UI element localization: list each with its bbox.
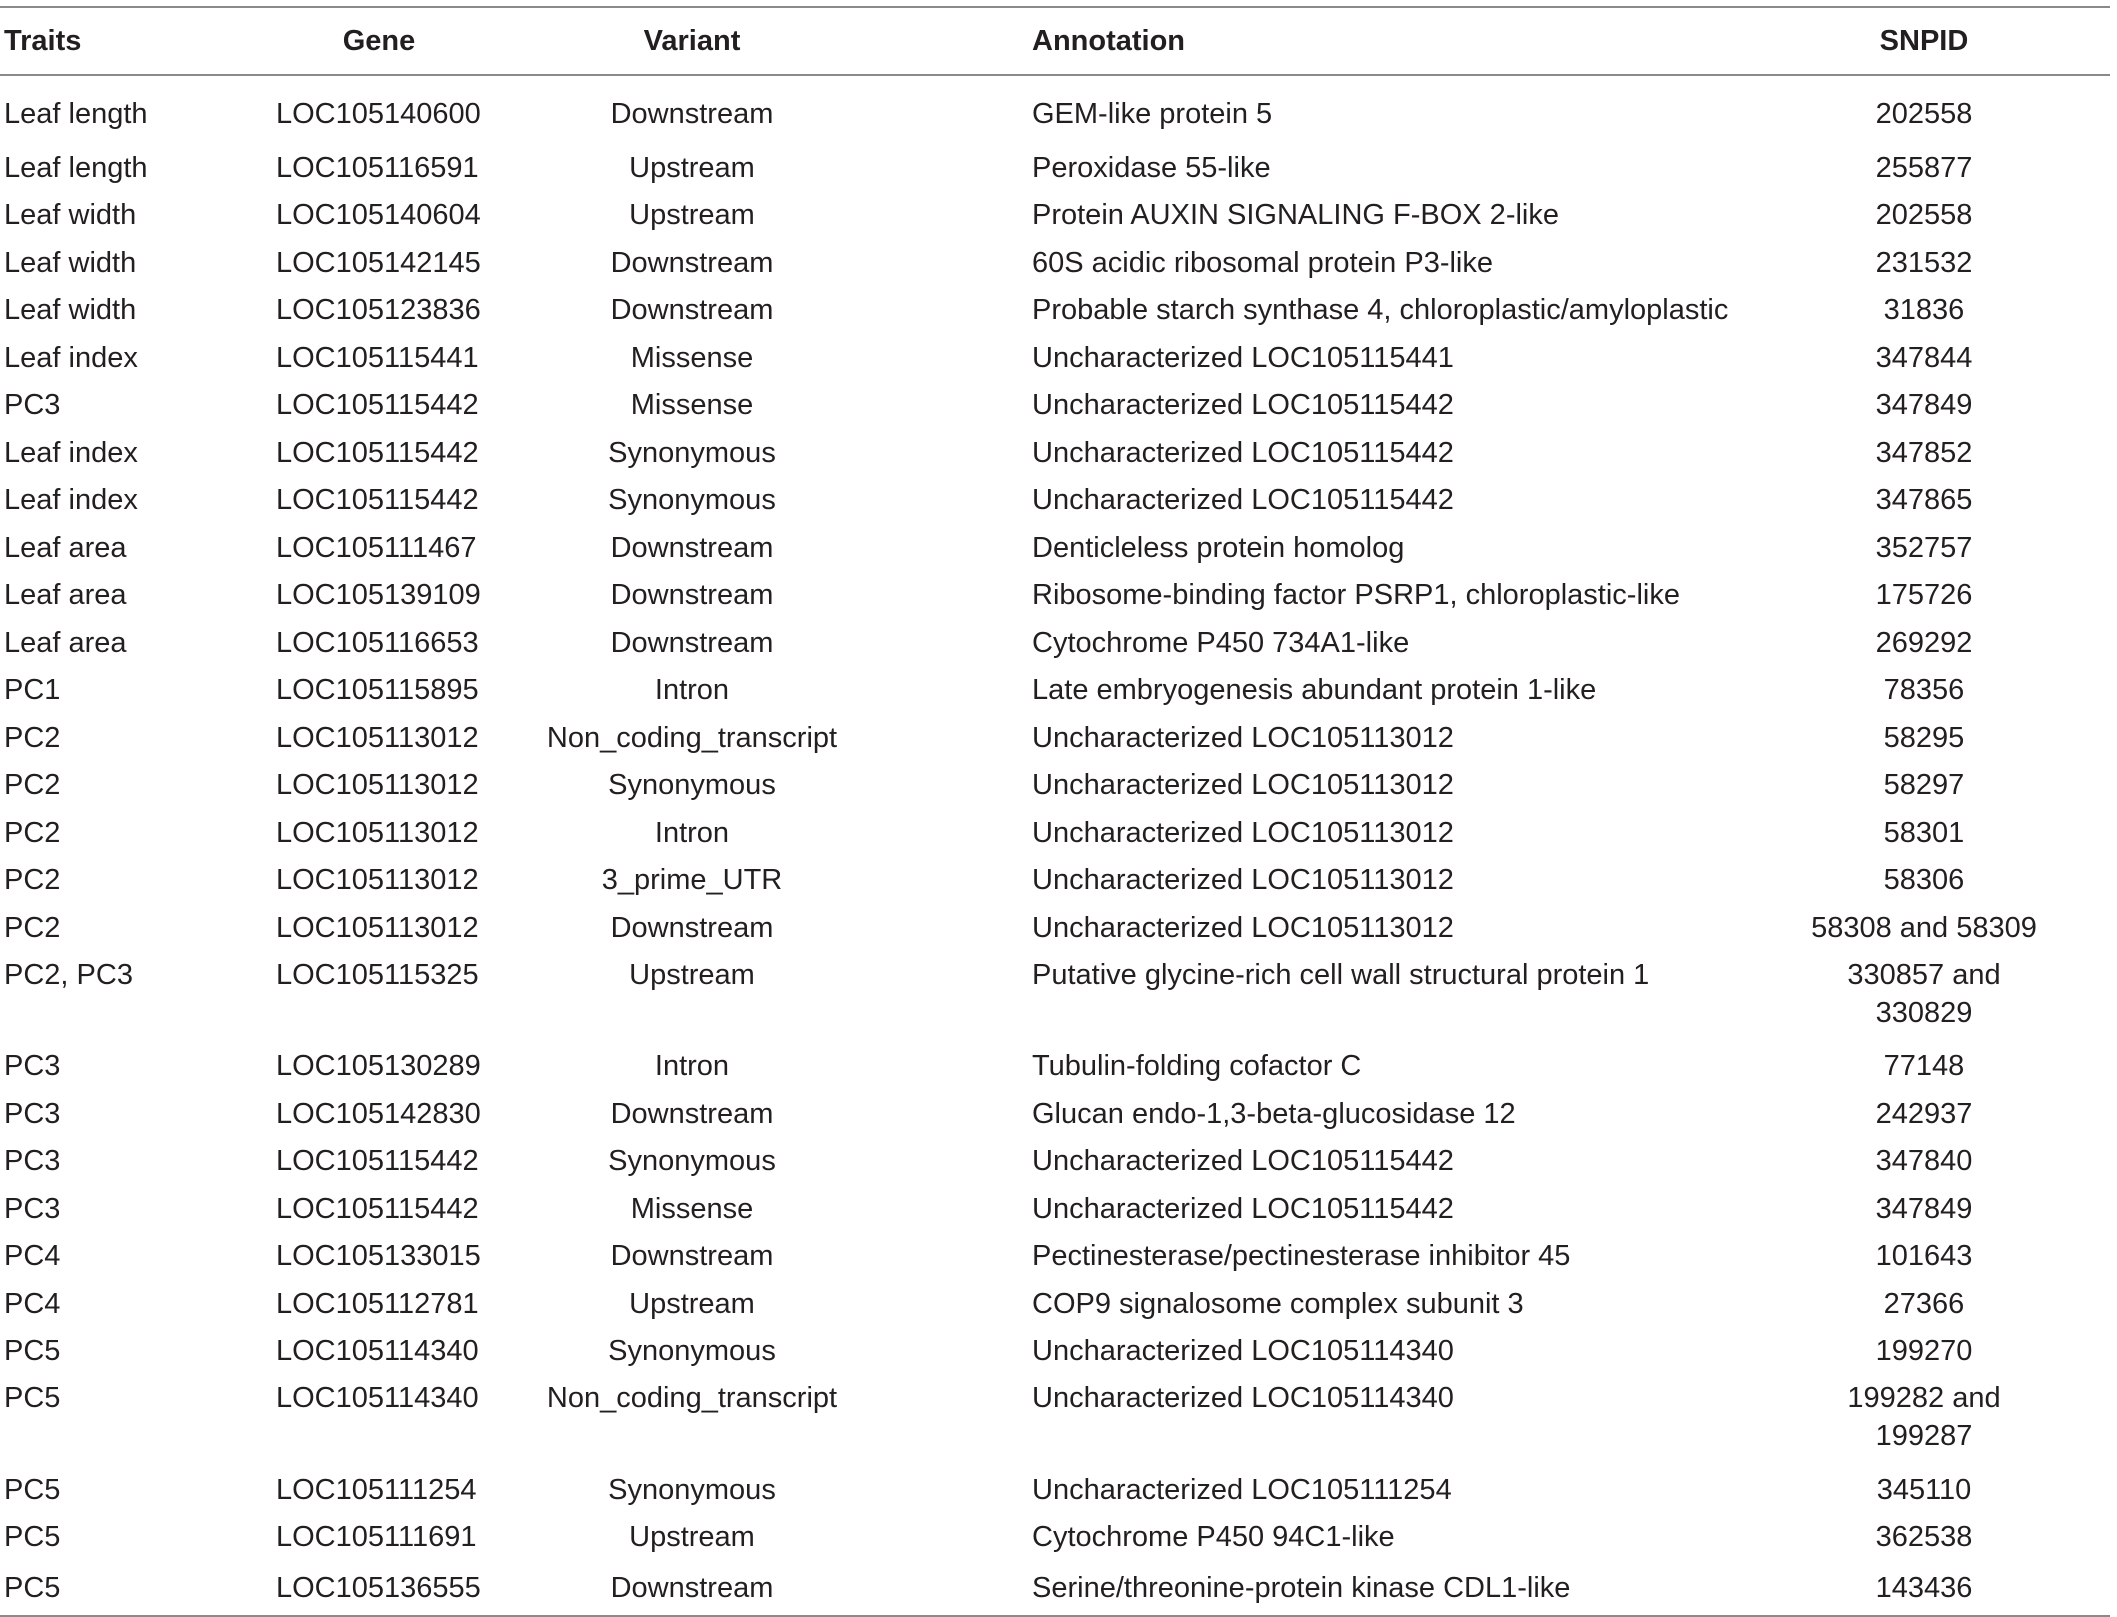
snp-annotation-table-container bbox=[0, 6, 2110, 1617]
cell-gene: LOC105115895 bbox=[276, 674, 479, 707]
cell-snpid: 330857 and 330829 bbox=[1847, 958, 2001, 1029]
cell-gene: LOC105130289 bbox=[276, 1050, 481, 1083]
table-row bbox=[0, 1514, 2110, 1562]
cell-annotation: Uncharacterized LOC105111254 bbox=[1032, 1473, 1452, 1506]
cell-traits: PC5 bbox=[0, 1561, 270, 1616]
cell-variant: Downstream bbox=[610, 294, 774, 327]
cell-gene: LOC105111467 bbox=[276, 531, 477, 564]
cell-gene: LOC105111691 bbox=[276, 1521, 477, 1554]
cell-gene: LOC105139109 bbox=[276, 579, 481, 612]
cell-gene: LOC105133015 bbox=[276, 1240, 481, 1273]
table-row bbox=[0, 144, 2110, 192]
cell-gene: LOC105116653 bbox=[276, 626, 479, 659]
cell-traits: PC3 bbox=[4, 1097, 61, 1130]
cell-annotation: Denticleless protein homolog bbox=[1032, 531, 1405, 564]
table-row bbox=[0, 1561, 2110, 1616]
cell-variant: Downstream bbox=[610, 626, 774, 659]
cell-variant: Downstream bbox=[610, 579, 774, 612]
cell-gene: LOC105123836 bbox=[276, 294, 481, 327]
cell-variant: Missense bbox=[630, 389, 754, 422]
table-row bbox=[0, 1090, 2110, 1138]
table-row bbox=[0, 334, 2110, 382]
cell-variant: Downstream bbox=[610, 911, 774, 944]
cell-snpid: 58301 bbox=[1883, 816, 1965, 849]
cell-variant: Downstream bbox=[610, 531, 774, 564]
cell-annotation: Uncharacterized LOC105115441 bbox=[1032, 341, 1454, 374]
cell-variant: Downstream bbox=[610, 246, 774, 279]
cell-variant: Downstream bbox=[610, 1240, 774, 1273]
cell-snpid: 27366 bbox=[1883, 1287, 1965, 1320]
cell-gene: LOC105111254 bbox=[276, 1473, 477, 1506]
table-row bbox=[0, 1185, 2110, 1233]
table-row bbox=[0, 1138, 2110, 1186]
cell-variant: Synonymous bbox=[608, 769, 776, 802]
cell-gene: LOC105142145 bbox=[276, 246, 481, 279]
cell-snpid: 362538 bbox=[1875, 1521, 1973, 1554]
cell-snpid: 58297 bbox=[1883, 769, 1965, 802]
cell-gene: LOC105113012 bbox=[276, 769, 479, 802]
cell-gene: LOC105113012 bbox=[276, 816, 479, 849]
cell-variant: Upstream bbox=[629, 1287, 755, 1320]
cell-variant: Missense bbox=[630, 341, 754, 374]
cell-annotation: GEM-like protein 5 bbox=[1032, 98, 1273, 130]
cell-annotation: Uncharacterized LOC105113012 bbox=[1032, 911, 1454, 944]
cell-gene: LOC105115442 bbox=[276, 484, 479, 517]
table-row bbox=[0, 1233, 2110, 1281]
cell-annotation: 60S acidic ribosomal protein P3-like bbox=[1032, 246, 1493, 279]
cell-annotation: Cytochrome P450 94C1-like bbox=[1032, 1521, 1395, 1554]
cell-traits: Leaf index bbox=[4, 341, 138, 374]
cell-variant: Upstream bbox=[629, 1521, 755, 1554]
cell-annotation: Ribosome-binding factor PSRP1, chloroplastic-like bbox=[1032, 579, 1680, 612]
cell-annotation: Glucan endo-1,3-beta-glucosidase 12 bbox=[1032, 1097, 1516, 1130]
cell-snpid: 202558 bbox=[1875, 98, 1973, 130]
cell-traits: PC3 bbox=[4, 1145, 61, 1178]
table-row bbox=[0, 1280, 2110, 1328]
cell-gene: LOC105115442 bbox=[276, 1192, 479, 1225]
table-row bbox=[0, 524, 2110, 572]
cell-variant: Upstream bbox=[629, 958, 755, 991]
cell-traits: PC2 bbox=[4, 864, 61, 897]
cell-annotation: Peroxidase 55-like bbox=[1032, 151, 1271, 184]
table-row bbox=[0, 952, 2110, 1043]
cell-traits: PC2 bbox=[4, 911, 61, 944]
cell-annotation: Cytochrome P450 734A1-like bbox=[1032, 626, 1410, 659]
cell-variant: Synonymous bbox=[608, 1335, 776, 1368]
cell-gene: LOC105116591 bbox=[276, 151, 479, 184]
header-annotation: Annotation bbox=[896, 7, 1738, 75]
cell-gene: LOC105115441 bbox=[276, 341, 479, 374]
cell-annotation: Protein AUXIN SIGNALING F-BOX 2-like bbox=[1032, 199, 1559, 232]
table-row bbox=[0, 429, 2110, 477]
table-row bbox=[0, 382, 2110, 430]
cell-variant: 3_prime_UTR bbox=[601, 864, 783, 897]
cell-snpid: 58295 bbox=[1883, 721, 1965, 754]
cell-gene: LOC105140604 bbox=[276, 199, 481, 232]
table-row bbox=[0, 1328, 2110, 1376]
cell-snpid: 347849 bbox=[1875, 1192, 1973, 1225]
table-row bbox=[0, 75, 2110, 144]
cell-variant: Synonymous bbox=[608, 1473, 776, 1506]
table-row bbox=[0, 572, 2110, 620]
cell-variant: Downstream bbox=[610, 98, 774, 130]
cell-variant: Intron bbox=[654, 1050, 730, 1083]
cell-gene: LOC105136555 bbox=[270, 1561, 488, 1616]
cell-traits: Leaf width bbox=[4, 294, 137, 327]
cell-snpid: 101643 bbox=[1875, 1240, 1973, 1273]
cell-gene: LOC105142830 bbox=[276, 1097, 481, 1130]
table-row bbox=[0, 1466, 2110, 1514]
cell-annotation: Uncharacterized LOC105115442 bbox=[1032, 1192, 1454, 1225]
cell-variant: Intron bbox=[654, 816, 730, 849]
table-row bbox=[0, 904, 2110, 952]
cell-traits: PC1 bbox=[4, 674, 61, 707]
table-row bbox=[0, 477, 2110, 525]
table-row bbox=[0, 619, 2110, 667]
cell-snpid: 199270 bbox=[1875, 1335, 1973, 1368]
cell-annotation: Uncharacterized LOC105113012 bbox=[1032, 769, 1454, 802]
cell-annotation: Pectinesterase/pectinesterase inhibitor 45 bbox=[1032, 1240, 1571, 1273]
cell-traits: PC2 bbox=[4, 721, 61, 754]
cell-annotation: Uncharacterized LOC105114340 bbox=[1032, 1335, 1454, 1368]
cell-snpid: 77148 bbox=[1883, 1050, 1965, 1083]
cell-annotation: Uncharacterized LOC105115442 bbox=[1032, 389, 1454, 422]
cell-gene: LOC105113012 bbox=[276, 864, 479, 897]
cell-annotation: Serine/threonine-protein kinase CDL1-like bbox=[896, 1561, 1738, 1616]
table-header bbox=[0, 7, 2110, 75]
cell-gene: LOC105115442 bbox=[276, 436, 479, 469]
cell-variant: Upstream bbox=[629, 199, 755, 232]
cell-annotation: Putative glycine-rich cell wall structural protein 1 bbox=[1032, 958, 1650, 991]
cell-traits: PC4 bbox=[4, 1287, 61, 1320]
cell-gene: LOC105115442 bbox=[276, 1145, 479, 1178]
cell-snpid: 199282 and 199287 bbox=[1847, 1382, 2001, 1452]
cell-variant: Upstream bbox=[629, 151, 755, 184]
cell-traits: Leaf area bbox=[4, 531, 127, 564]
cell-snpid: 347840 bbox=[1875, 1145, 1973, 1178]
header-variant: Variant bbox=[488, 7, 896, 75]
cell-traits: PC3 bbox=[4, 1192, 61, 1225]
cell-traits: PC3 bbox=[4, 1050, 61, 1083]
cell-annotation: Tubulin-folding cofactor C bbox=[1032, 1050, 1362, 1083]
header-row bbox=[0, 7, 2110, 75]
cell-traits: PC5 bbox=[4, 1382, 61, 1414]
cell-traits: PC2, PC3 bbox=[4, 958, 133, 991]
cell-gene: LOC105114340 bbox=[276, 1382, 479, 1414]
cell-traits: PC4 bbox=[4, 1240, 61, 1273]
cell-snpid: 347852 bbox=[1875, 436, 1973, 469]
table-row bbox=[0, 667, 2110, 715]
cell-snpid: 231532 bbox=[1875, 246, 1973, 279]
snp-annotation-table bbox=[0, 6, 2110, 1617]
cell-annotation: Uncharacterized LOC105114340 bbox=[1032, 1382, 1454, 1414]
header-gene: Gene bbox=[270, 7, 488, 75]
cell-traits: Leaf width bbox=[4, 246, 137, 279]
cell-annotation: Uncharacterized LOC105113012 bbox=[1032, 864, 1454, 897]
header-snpid: SNPID bbox=[1738, 7, 2110, 75]
table-row bbox=[0, 714, 2110, 762]
cell-snpid: 175726 bbox=[1875, 579, 1973, 612]
table-row bbox=[0, 762, 2110, 810]
cell-gene: LOC105112781 bbox=[276, 1287, 479, 1320]
header-traits: Traits bbox=[0, 7, 270, 75]
cell-gene: LOC105113012 bbox=[276, 911, 479, 944]
cell-gene: LOC105140600 bbox=[276, 98, 481, 130]
cell-snpid: 143436 bbox=[1738, 1561, 2110, 1616]
cell-variant: Synonymous bbox=[608, 1145, 776, 1178]
cell-snpid: 345110 bbox=[1876, 1473, 1972, 1506]
cell-snpid: 347865 bbox=[1875, 484, 1973, 517]
cell-gene: LOC105113012 bbox=[276, 721, 479, 754]
cell-annotation: Uncharacterized LOC105113012 bbox=[1032, 816, 1454, 849]
cell-traits: Leaf length bbox=[4, 98, 148, 130]
cell-variant: Synonymous bbox=[608, 484, 776, 517]
cell-traits: Leaf width bbox=[4, 199, 137, 232]
cell-traits: Leaf area bbox=[4, 579, 127, 612]
cell-traits: PC5 bbox=[4, 1521, 61, 1554]
table-row bbox=[0, 192, 2110, 240]
cell-snpid: 202558 bbox=[1875, 199, 1973, 232]
cell-annotation: COP9 signalosome complex subunit 3 bbox=[1032, 1287, 1524, 1320]
cell-traits: PC5 bbox=[4, 1335, 61, 1368]
table-row bbox=[0, 857, 2110, 905]
cell-snpid: 242937 bbox=[1875, 1097, 1973, 1130]
cell-snpid: 58308 and 58309 bbox=[1811, 911, 2037, 944]
cell-annotation: Uncharacterized LOC105113012 bbox=[1032, 721, 1454, 754]
table-row bbox=[0, 809, 2110, 857]
cell-variant: Missense bbox=[630, 1192, 754, 1225]
cell-gene: LOC105115442 bbox=[276, 389, 479, 422]
cell-variant: Synonymous bbox=[608, 436, 776, 469]
cell-annotation: Probable starch synthase 4, chloroplastic/amyloplastic bbox=[1032, 294, 1729, 327]
cell-variant: Downstream bbox=[488, 1561, 896, 1616]
cell-snpid: 347849 bbox=[1875, 389, 1973, 422]
cell-traits: Leaf length bbox=[4, 151, 148, 184]
cell-variant: Non_coding_transcript bbox=[546, 1382, 838, 1414]
cell-variant: Non_coding_transcript bbox=[546, 721, 838, 754]
table-row bbox=[0, 1043, 2110, 1091]
cell-traits: PC3 bbox=[4, 389, 61, 422]
cell-gene: LOC105115325 bbox=[276, 958, 479, 991]
cell-traits: PC2 bbox=[4, 816, 61, 849]
cell-annotation: Uncharacterized LOC105115442 bbox=[1032, 436, 1454, 469]
cell-traits: PC5 bbox=[4, 1473, 61, 1506]
cell-snpid: 78356 bbox=[1883, 674, 1965, 707]
cell-snpid: 347844 bbox=[1875, 341, 1973, 374]
cell-variant: Downstream bbox=[610, 1097, 774, 1130]
cell-annotation: Late embryogenesis abundant protein 1-like bbox=[1032, 674, 1597, 707]
cell-snpid: 255877 bbox=[1875, 151, 1973, 184]
cell-variant: Intron bbox=[654, 674, 730, 707]
cell-gene: LOC105114340 bbox=[276, 1335, 479, 1368]
cell-snpid: 31836 bbox=[1883, 294, 1965, 327]
table-row bbox=[0, 1375, 2110, 1466]
cell-snpid: 269292 bbox=[1875, 626, 1973, 659]
cell-annotation: Uncharacterized LOC105115442 bbox=[1032, 484, 1454, 517]
cell-traits: Leaf index bbox=[4, 436, 138, 469]
table-row bbox=[0, 239, 2110, 287]
cell-traits: Leaf index bbox=[4, 484, 138, 517]
cell-annotation: Uncharacterized LOC105115442 bbox=[1032, 1145, 1454, 1178]
cell-traits: Leaf area bbox=[4, 626, 127, 659]
cell-snpid: 58306 bbox=[1883, 864, 1965, 897]
table-row bbox=[0, 287, 2110, 335]
cell-traits: PC2 bbox=[4, 769, 61, 802]
cell-snpid: 352757 bbox=[1875, 531, 1973, 564]
table-body bbox=[0, 75, 2110, 1616]
